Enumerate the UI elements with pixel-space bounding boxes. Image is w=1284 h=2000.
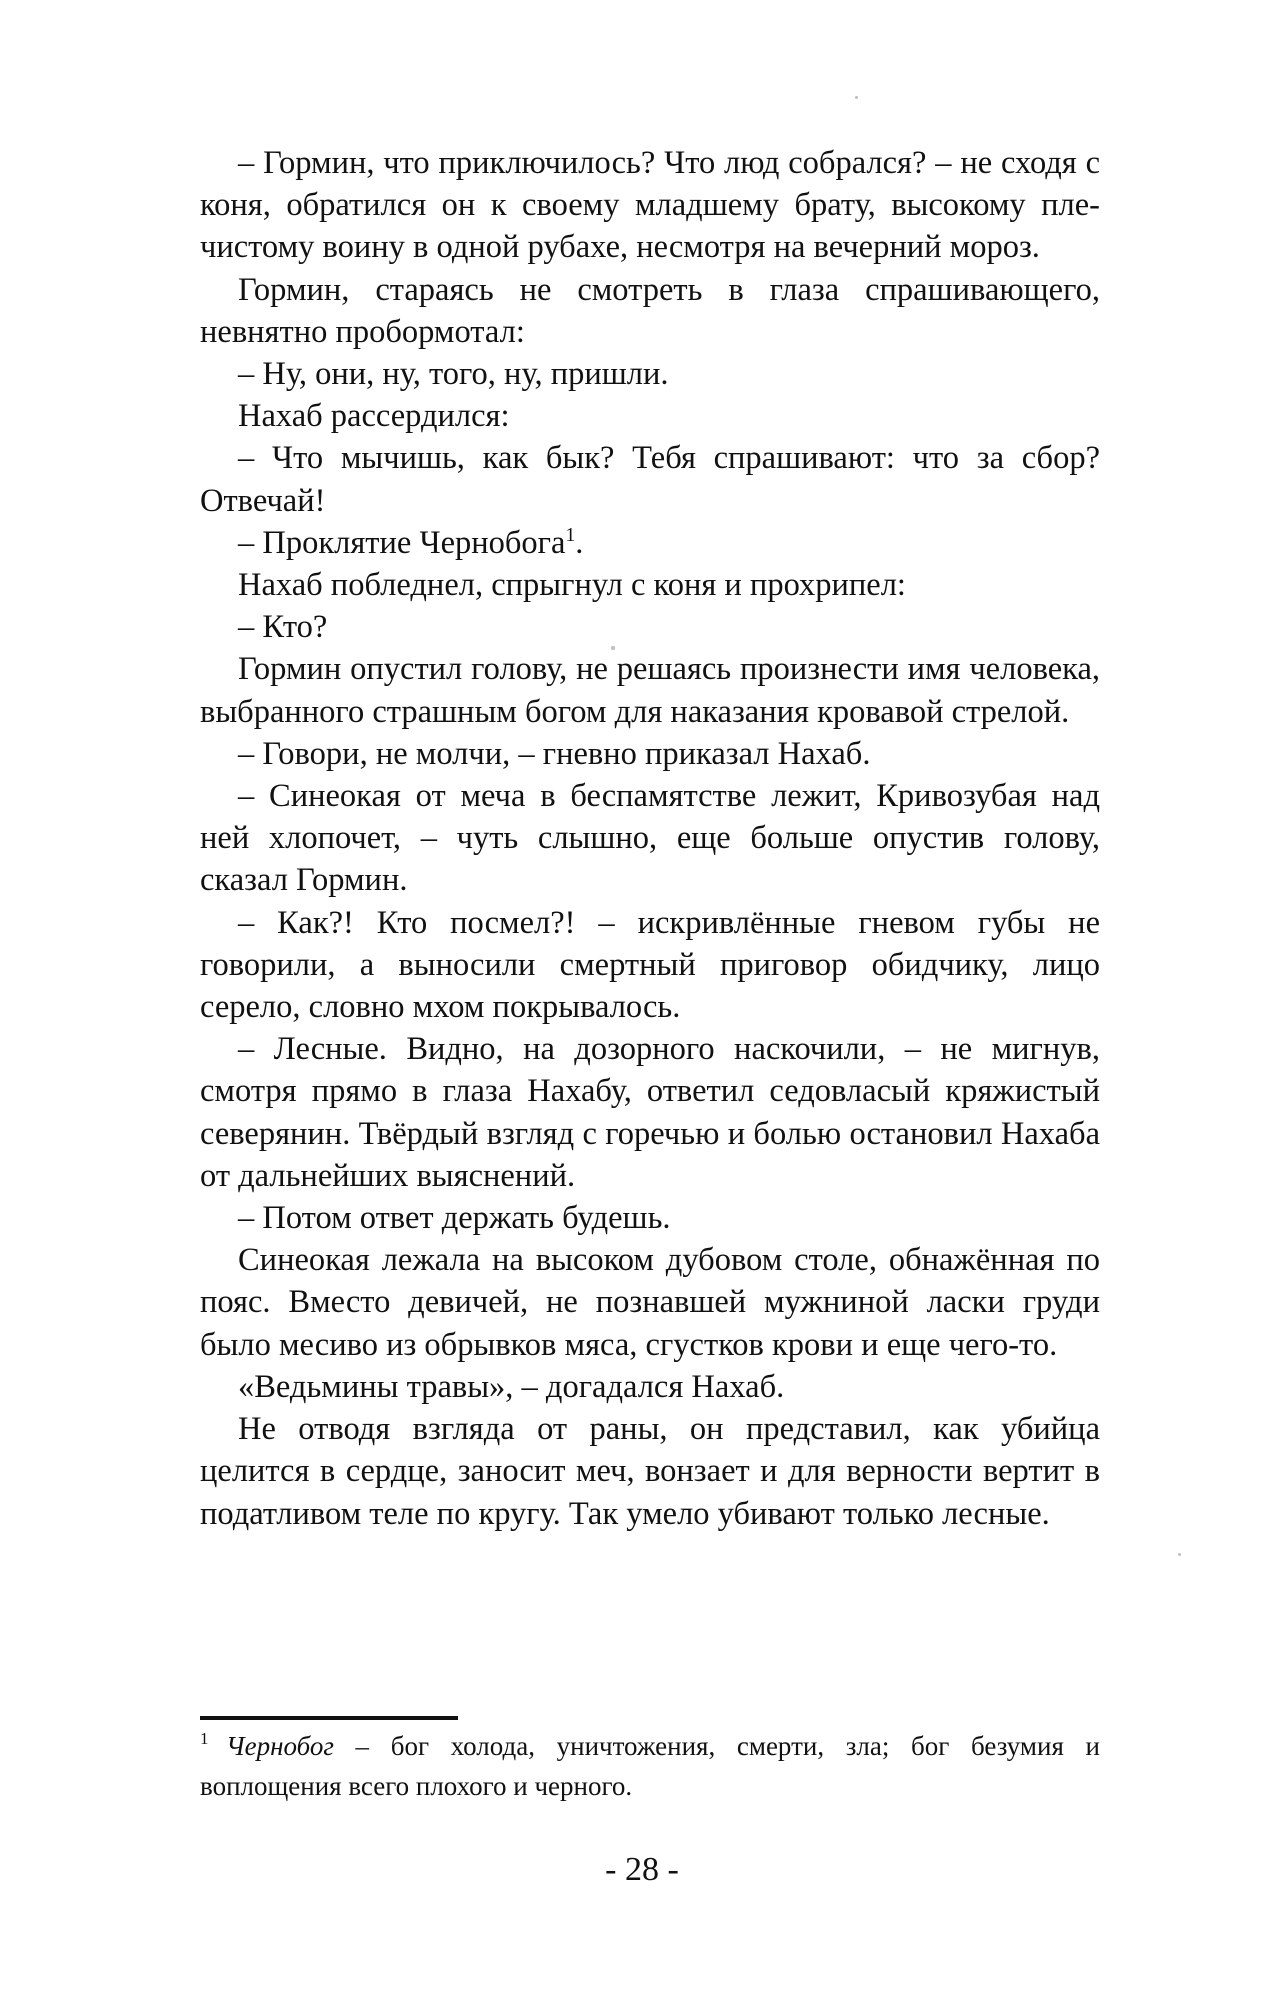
- footnote-divider: [200, 1716, 458, 1720]
- paragraph: Не отводя взгляда от раны, он представил, как убийца целится в сердце, заносит меч, вонзает и для верности вертит в податливом теле по кругу. Так умело убивают только лесные.: [200, 1411, 1100, 1532]
- body-text: [200, 142, 1100, 1535]
- paragraph: – Как?! Кто посмел?! – искривлённые гневом губы не говорили, а выносили смертный приговор обидчику, лицо серело, словно мхом покрывалось.: [200, 904, 1100, 1026]
- paragraph-end-punctuation: .: [575, 524, 584, 561]
- paragraph-with-footnote: [200, 522, 1100, 564]
- footnote-text: – бог холода, уничтожения, смерти, зла; бог безумия и воплощения всего плохого и черного.: [200, 1731, 1100, 1801]
- footnote: [200, 1726, 1100, 1806]
- page-number: - 28 -: [605, 1851, 679, 1888]
- paragraph: – Ну, они, ну, того, ну, пришли.: [238, 356, 669, 393]
- paragraph: – Лесные. Видно, на дозорного наскочили, – не мигнув, смотря прямо в глаза Нахабу, ответил седовласый кряжистый северянин. Твёрдый взгляд с горечью и болью остановил Нахаба от дальнейших выяснений.: [200, 1031, 1100, 1194]
- footnote-reference[interactable]: 1: [565, 525, 576, 546]
- paragraph: «Ведьмины травы», – догадался Нахаб.: [238, 1368, 785, 1405]
- paragraph: – Кто?: [238, 609, 328, 646]
- paragraph: – Потом ответ держать будешь.: [238, 1200, 671, 1237]
- paragraph: – Говори, не молчи, – гневно приказал Нахаб.: [238, 735, 871, 772]
- paragraph: Нахаб рассердился:: [238, 398, 510, 435]
- paragraph: Нахаб побледнел, спрыгнул с коня и прохрипел:: [238, 567, 906, 604]
- paragraph: Синеокая лежала на высоком дубовом столе, обнажённая по пояс. Вместо девичей, не познавшей мужниной ласки груди было месиво из обрывков мяса, сгустков крови и еще чего-то.: [200, 1242, 1100, 1363]
- paper-speck: [855, 96, 858, 99]
- paragraph: Гормин, стараясь не смотреть в глаза спрашивающего, невнятно пробормотал:: [200, 271, 1100, 350]
- paragraph: – Что мычишь, как бык? Тебя спрашивают: что за сбор? Отвечай!: [200, 440, 1100, 519]
- paragraph: Гормин опустил голову, не решаясь произнести имя человека, выбранного страшным богом для наказания кровавой стрелой.: [200, 651, 1100, 730]
- paper-speck: [1178, 1553, 1181, 1556]
- paragraph: – Синеокая от меча в беспамятстве лежит, Кривозубая над ней хлопочет, – чуть слышно, еще больше опустив голову, сказал Гормин.: [200, 778, 1100, 899]
- paragraph: – Гормин, что приключилось? Что люд собрался? – не сходя с коня, обратился он к своему младшему брату, высокому плечистому воину в одной рубахе, несмотря на вечерний мороз.: [200, 145, 1100, 266]
- footnote-term: Чернобог: [226, 1731, 334, 1761]
- paper-speck: [611, 646, 615, 650]
- footnote-number: 1: [200, 1729, 209, 1748]
- paragraph-text: – Проклятие Чернобога: [238, 524, 566, 561]
